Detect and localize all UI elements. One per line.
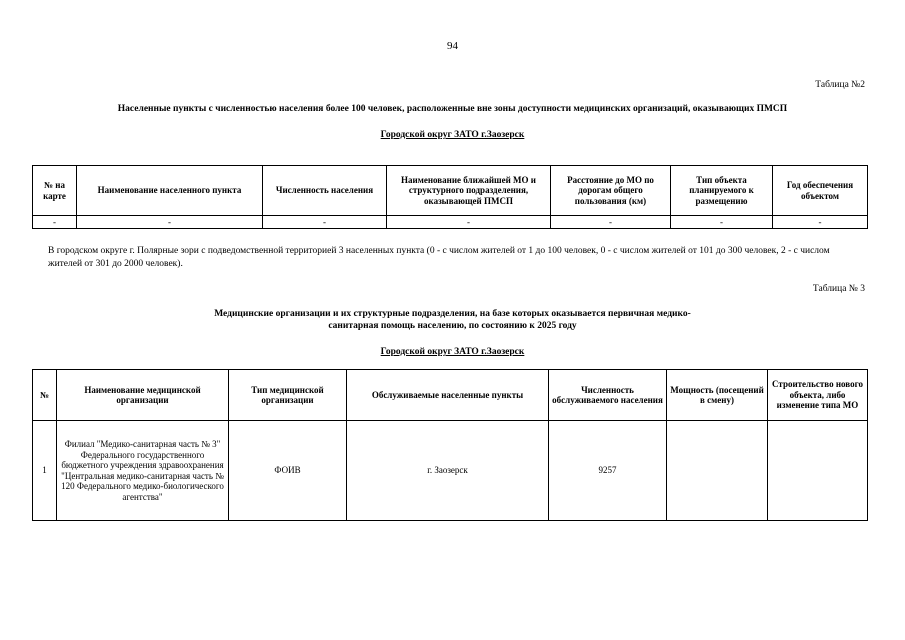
table2 — [32, 165, 868, 229]
table3-subtitle: Городской округ ЗАТО г.Заозерск — [380, 347, 525, 357]
table-row — [33, 216, 868, 229]
t2-header-object-type: Тип объекта планируемого к размещению — [671, 166, 773, 216]
t3-header-population: Численность обслуживаемого населения — [549, 370, 667, 421]
t3-header-num: № — [33, 370, 57, 421]
t2-header-distance: Расстояние до МО по дорогам общего пользования (км) — [551, 166, 671, 216]
table2-label: Таблица №2 — [815, 80, 865, 90]
t3-cell — [667, 421, 768, 521]
t2-header-nearest-mo: Наименование ближайшей МО и структурного подразделения, оказывающей ПМСП — [387, 166, 551, 216]
t2-header-population: Численность населения — [263, 166, 387, 216]
t2-cell: - — [33, 216, 77, 229]
t3-header-org-name: Наименование медицинской организации — [57, 370, 229, 421]
t2-cell: - — [671, 216, 773, 229]
table2-title: Населенные пункты с численностью населения более 100 человек, расположенные вне зоны доступности медицинских организаций, оказывающих ПМСП — [117, 104, 788, 114]
t2-header-num: № на карте — [33, 166, 77, 216]
table-row — [33, 421, 868, 521]
page-number: 94 — [447, 40, 458, 52]
t2-cell: - — [387, 216, 551, 229]
table3-title-line1: Медицинские организации и их структурные подразделения, на базе которых оказывается первичная медико- — [214, 309, 691, 319]
t3-cell — [768, 421, 868, 521]
t3-cell: 9257 — [549, 421, 667, 521]
t2-header-year: Год обеспечения объектом — [773, 166, 868, 216]
t2-cell: - — [551, 216, 671, 229]
table3-label: Таблица № 3 — [812, 284, 865, 294]
t2-cell: - — [773, 216, 868, 229]
population-note: В городском округе г. Полярные зори с подведомственной территорией 3 населенных пункта (0 - с числом жителей от 1 до 100 человек, 0 - с числом жителей от 101 до 300 человек, 2 - с числом жителей от 301 до 2000 человек). — [48, 246, 830, 269]
t3-cell: 1 — [33, 421, 57, 521]
t2-cell: - — [77, 216, 263, 229]
table3 — [32, 369, 868, 521]
t3-header-settlements: Обслуживаемые населенные пункты — [347, 370, 549, 421]
t3-cell: г. Заозерск — [347, 421, 549, 521]
table2-subtitle: Городской округ ЗАТО г.Заозерск — [380, 130, 525, 140]
t3-cell-org-name: Филиал "Медико-санитарная часть № 3" Федерального государственного бюджетного учреждения здравоохранения "Центральная медико-санитарная часть № 120 Федерального медико-биологического агентства" — [57, 421, 229, 521]
t3-header-capacity: Мощность (посещений в смену) — [667, 370, 768, 421]
t3-header-org-type: Тип медицинской организации — [229, 370, 347, 421]
t3-cell: ФОИВ — [229, 421, 347, 521]
t2-cell: - — [263, 216, 387, 229]
t3-header-construction: Строительство нового объекта, либо изменение типа МО — [768, 370, 868, 421]
table3-title-line2: санитарная помощь населению, по состоянию к 2025 году — [328, 321, 577, 331]
t2-header-settlement: Наименование населенного пункта — [77, 166, 263, 216]
